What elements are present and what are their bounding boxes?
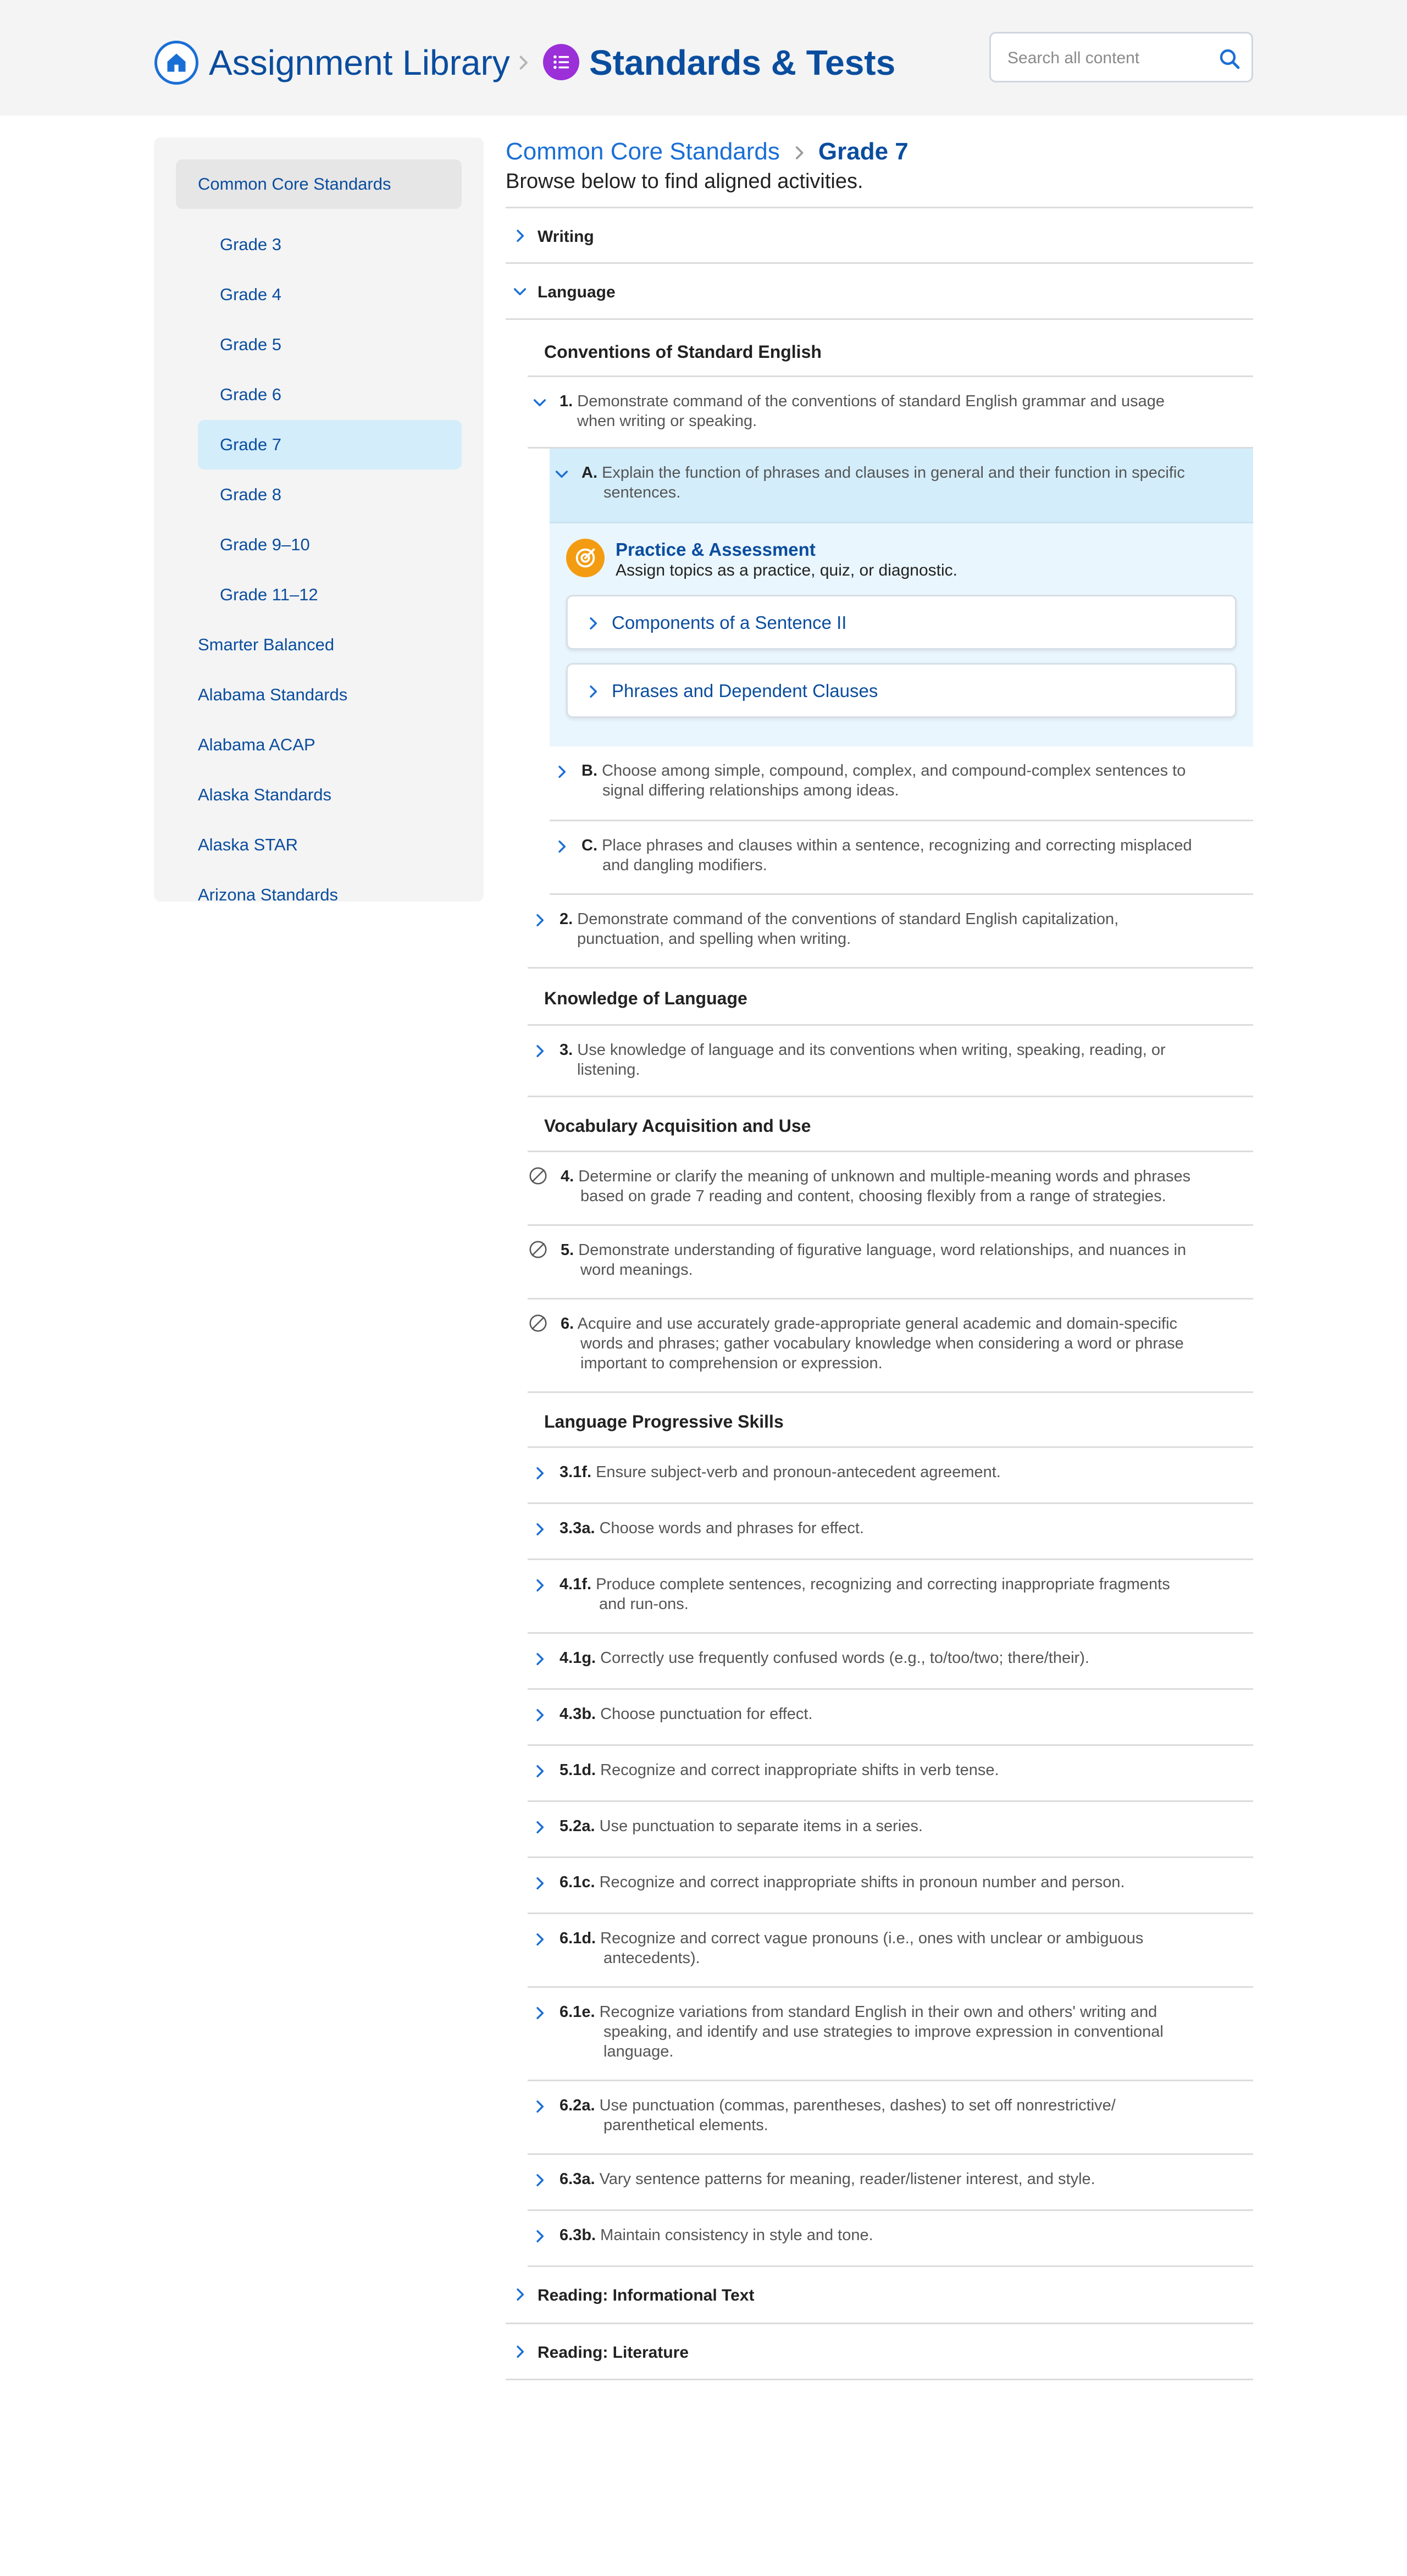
chevron-right-icon xyxy=(531,1521,549,1538)
section-reading-literature[interactable] xyxy=(506,2324,1253,2380)
sidebar-item-arizona-standards[interactable]: Arizona Standards xyxy=(198,885,339,902)
skill-text: Recognize and correct inappropriate shifts in verb tense. xyxy=(600,1761,999,1779)
top-header xyxy=(0,0,1407,115)
standard-text: Explain the function of phrases and clauses in general and their function in specific xyxy=(602,464,1185,482)
skill-text: Recognize and correct inappropriate shifts in pronoun number and person. xyxy=(599,1873,1125,1891)
standard-code: 6. xyxy=(561,1315,574,1333)
standard-1c[interactable] xyxy=(550,821,1253,895)
standard-text: punctuation, and spelling when writing. xyxy=(577,930,851,948)
skill-code: 6.2a. xyxy=(560,2097,595,2114)
chevron-right-icon xyxy=(531,1706,549,1724)
skill-text: speaking, and identify and use strategies to improve expression in conventional xyxy=(603,2023,1164,2041)
sidebar-item-grade-7[interactable]: Grade 7 xyxy=(198,420,462,469)
standard-code: 3. xyxy=(560,1041,573,1059)
topic-components-of-a-sentence[interactable] xyxy=(566,595,1237,650)
standard-text: and dangling modifiers. xyxy=(602,856,767,874)
search-icon[interactable] xyxy=(1216,46,1243,72)
skill-4-1g[interactable] xyxy=(528,1634,1253,1690)
search-input[interactable] xyxy=(1007,47,1205,70)
chevron-right-icon xyxy=(790,143,808,162)
assignment-library-link[interactable]: Assignment Library xyxy=(209,43,510,82)
no-content-icon xyxy=(528,1239,549,1260)
skill-text: Maintain consistency in style and tone. xyxy=(600,2226,873,2244)
chevron-right-icon xyxy=(531,2004,549,2022)
skill-text: Produce complete sentences, recognizing and correcting inappropriate fragments xyxy=(596,1576,1170,1593)
standard-1[interactable] xyxy=(528,377,1253,449)
standard-text: Choose among simple, compound, complex, and compound-complex sentences to xyxy=(602,762,1186,780)
standard-3[interactable] xyxy=(528,1026,1253,1097)
chevron-right-icon xyxy=(584,683,602,700)
sidebar-item-grade-5[interactable]: Grade 5 xyxy=(220,335,282,354)
standard-text: when writing or speaking. xyxy=(577,412,757,430)
skill-4-1f[interactable] xyxy=(528,1560,1253,1634)
chevron-right-icon xyxy=(531,1577,549,1594)
section-label: Language xyxy=(538,283,616,301)
standards-list-icon xyxy=(543,44,579,80)
skill-code: 3.1f. xyxy=(560,1463,592,1481)
chevron-right-icon xyxy=(511,2343,529,2361)
standard-text: Use knowledge of language and its conventions when writing, speaking, reading, or xyxy=(577,1041,1166,1059)
topic-phrases-dependent-clauses[interactable] xyxy=(566,663,1237,718)
group-heading: Language Progressive Skills xyxy=(544,1412,784,1431)
skill-4-3b[interactable] xyxy=(528,1690,1253,1746)
skill-text: language. xyxy=(603,2043,674,2060)
skill-code: 6.1e. xyxy=(560,2003,595,2021)
home-icon[interactable] xyxy=(154,41,198,85)
section-label: Reading: Literature xyxy=(538,2343,689,2362)
sidebar-item-grade-3[interactable]: Grade 3 xyxy=(220,235,282,254)
standard-text: words and phrases; gather vocabulary knowledge when considering a word or phrase xyxy=(580,1335,1184,1352)
chevron-down-icon xyxy=(531,394,549,411)
skill-text: antecedents). xyxy=(603,1949,700,1967)
standard-6 xyxy=(528,1300,1253,1393)
skill-code: 3.3a. xyxy=(560,1519,595,1537)
standard-text: Determine or clarify the meaning of unknown and multiple-meaning words and phrases xyxy=(578,1168,1191,1185)
standard-text: Place phrases and clauses within a sentence, recognizing and correcting misplaced xyxy=(602,837,1192,854)
sidebar xyxy=(154,137,484,902)
page-title: Standards & Tests xyxy=(589,43,896,82)
standard-text: based on grade 7 reading and content, choosing flexibly from a range of strategies. xyxy=(580,1187,1166,1205)
standard-2[interactable] xyxy=(528,895,1253,969)
skill-text: Use punctuation (commas, parentheses, dashes) to set off nonrestrictive/ xyxy=(599,2097,1116,2114)
chevron-down-icon xyxy=(553,465,570,483)
skill-3-1f[interactable] xyxy=(528,1448,1253,1504)
skill-code: 4.1g. xyxy=(560,1649,596,1667)
sidebar-item-alabama-standards[interactable]: Alabama Standards xyxy=(198,685,348,704)
skill-code: 6.1c. xyxy=(560,1873,595,1891)
group-heading: Vocabulary Acquisition and Use xyxy=(544,1116,811,1136)
breadcrumb-current: Grade 7 xyxy=(818,138,909,165)
skill-6-2a[interactable] xyxy=(528,2081,1253,2155)
standard-text: listening. xyxy=(577,1061,640,1079)
search-box xyxy=(989,32,1253,82)
skill-text: Recognize variations from standard English in their own and others' writing and xyxy=(599,2003,1157,2021)
skill-code: 5.2a. xyxy=(560,1817,595,1835)
standard-text: Demonstrate understanding of figurative language, word relationships, and nuances in xyxy=(578,1241,1187,1259)
skill-code: 6.3b. xyxy=(560,2226,596,2244)
skill-5-2a[interactable] xyxy=(528,1802,1253,1858)
practice-subtitle: Assign topics as a practice, quiz, or diagnostic. xyxy=(616,561,957,579)
chevron-right-icon xyxy=(531,1818,549,1836)
standard-text: signal differing relationships among ideas. xyxy=(602,782,899,799)
group-vocabulary xyxy=(528,1097,1253,1152)
chevron-right-icon xyxy=(584,615,602,632)
standard-1b[interactable] xyxy=(550,747,1253,821)
group-progressive xyxy=(528,1393,1253,1448)
skill-text: and run-ons. xyxy=(599,1595,689,1613)
no-content-icon xyxy=(528,1313,549,1334)
skill-text: Vary sentence patterns for meaning, reader/listener interest, and style. xyxy=(599,2170,1095,2188)
standard-text: sentences. xyxy=(603,484,681,501)
chevron-right-icon xyxy=(511,2286,529,2303)
breadcrumb-common-core[interactable]: Common Core Standards xyxy=(506,138,780,165)
section-label: Reading: Informational Text xyxy=(538,2286,755,2304)
section-reading-informational[interactable] xyxy=(506,2267,1253,2324)
chevron-right-icon xyxy=(553,838,570,855)
sidebar-item-alabama-acap[interactable]: Alabama ACAP xyxy=(198,735,315,754)
standard-text: important to comprehension or expression. xyxy=(580,1355,883,1372)
sidebar-item-alaska-standards[interactable]: Alaska Standards xyxy=(198,785,331,804)
skill-text: Ensure subject-verb and pronoun-antecedent agreement. xyxy=(596,1463,1001,1481)
section-writing[interactable] xyxy=(506,207,1253,264)
skill-code: 4.3b. xyxy=(560,1705,596,1723)
skill-text: Choose punctuation for effect. xyxy=(600,1705,813,1723)
chevron-right-icon xyxy=(531,1650,549,1668)
chevron-right-icon xyxy=(531,911,549,929)
chevron-right-icon xyxy=(531,2171,549,2189)
chevron-right-icon xyxy=(531,1931,549,1948)
skill-6-1e[interactable] xyxy=(528,1988,1253,2081)
no-content-icon xyxy=(528,1165,549,1186)
skill-text: parenthetical elements. xyxy=(603,2116,768,2134)
standard-5 xyxy=(528,1226,1253,1300)
skill-6-3b[interactable] xyxy=(528,2211,1253,2267)
intro-text: Browse below to find aligned activities. xyxy=(506,170,863,193)
standard-text: Demonstrate command of the conventions of standard English capitalization, xyxy=(577,910,1119,928)
chevron-right-icon xyxy=(531,2098,549,2115)
chevron-right-icon xyxy=(511,227,529,245)
skill-6-1c[interactable] xyxy=(528,1858,1253,1914)
skill-5-1d[interactable] xyxy=(528,1746,1253,1802)
standard-code: 4. xyxy=(561,1168,574,1185)
sidebar-item-alaska-star[interactable]: Alaska STAR xyxy=(198,835,298,854)
breadcrumb xyxy=(506,134,909,169)
sidebar-item-grade-6[interactable]: Grade 6 xyxy=(220,385,282,404)
standard-code: 2. xyxy=(560,910,573,928)
standard-4 xyxy=(528,1152,1253,1226)
section-language[interactable] xyxy=(506,264,1253,320)
skill-3-3a[interactable] xyxy=(528,1504,1253,1560)
standard-code: 5. xyxy=(561,1241,574,1259)
chevron-right-icon xyxy=(553,763,570,781)
section-label: Writing xyxy=(538,228,594,246)
group-conventions xyxy=(528,320,1253,377)
skill-6-3a[interactable] xyxy=(528,2155,1253,2211)
skill-code: 4.1f. xyxy=(560,1576,592,1593)
group-knowledge xyxy=(528,969,1253,1026)
standard-code: 1. xyxy=(560,393,573,410)
topic-label: Components of a Sentence II xyxy=(612,612,847,633)
skill-code: 5.1d. xyxy=(560,1761,596,1779)
chevron-right-icon xyxy=(531,1762,549,1780)
group-heading: Knowledge of Language xyxy=(544,988,747,1008)
standard-text: Demonstrate command of the conventions of standard English grammar and usage xyxy=(577,393,1165,410)
standard-text: word meanings. xyxy=(580,1261,693,1279)
chevron-right-icon xyxy=(531,1875,549,1892)
skill-code: 6.3a. xyxy=(560,2170,595,2188)
chevron-right-icon xyxy=(531,1042,549,1060)
sidebar-item-grade-9-10[interactable]: Grade 9–10 xyxy=(220,535,310,554)
skill-text: Choose words and phrases for effect. xyxy=(599,1519,865,1537)
topic-label: Phrases and Dependent Clauses xyxy=(612,681,878,701)
standard-code: B. xyxy=(581,762,597,780)
skill-code: 6.1d. xyxy=(560,1930,596,1947)
sidebar-item-smarter-balanced[interactable]: Smarter Balanced xyxy=(198,635,335,654)
chevron-right-icon xyxy=(513,53,533,73)
sidebar-item-grade-8[interactable]: Grade 8 xyxy=(220,485,282,504)
practice-title: Practice & Assessment xyxy=(616,539,816,560)
chevron-down-icon xyxy=(511,283,529,300)
standard-code: A. xyxy=(581,464,597,482)
skill-6-1d[interactable] xyxy=(528,1914,1253,1988)
target-icon xyxy=(566,539,605,577)
standard-1a[interactable] xyxy=(550,449,1253,523)
standard-code: C. xyxy=(581,837,597,854)
sidebar-item-common-core[interactable]: Common Core Standards xyxy=(176,159,462,209)
standard-text: Acquire and use accurately grade-appropriate general academic and domain-specific xyxy=(577,1315,1178,1333)
skill-text: Recognize and correct vague pronouns (i.e., ones with unclear or ambiguous xyxy=(600,1930,1144,1947)
chevron-right-icon xyxy=(531,2227,549,2245)
chevron-right-icon xyxy=(531,1464,549,1482)
sidebar-item-grade-4[interactable]: Grade 4 xyxy=(220,285,282,304)
skill-text: Use punctuation to separate items in a series. xyxy=(599,1817,923,1835)
group-heading: Conventions of Standard English xyxy=(544,342,822,362)
sidebar-item-grade-11-12[interactable]: Grade 11–12 xyxy=(220,585,318,604)
skill-text: Correctly use frequently confused words (e.g., to/too/two; there/their). xyxy=(600,1649,1089,1667)
